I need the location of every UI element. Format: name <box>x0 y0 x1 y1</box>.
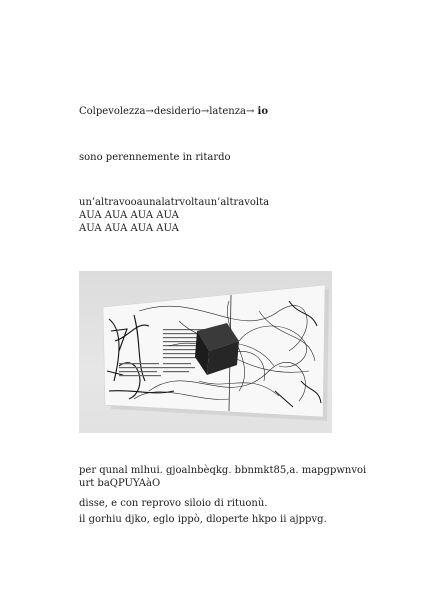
artwork-photo <box>79 271 332 433</box>
closing-line-4: il gorhiu djko, eglo ippò, dloperte hkpo ii ajppvg. <box>79 514 327 525</box>
closing-line-1: per qunal mlhui. gjoalnbèqkg. bbnmkt85,a. mapgpwnvoi <box>79 465 367 476</box>
title-line <box>79 105 268 118</box>
stanza-line-3: AUA AUA AUA AUA <box>79 223 179 234</box>
title-io: io <box>257 106 269 117</box>
stanza-line-1: un’altravooaunalatrvoltaun’altravolta <box>79 197 270 208</box>
stanza-line-2: AUA AUA AUA AUA <box>79 210 179 221</box>
late-line: sono perennemente in ritardo <box>79 152 231 163</box>
artwork-svg <box>79 271 332 433</box>
title-chain: Colpevolezza→desiderio→latenza→ <box>79 106 255 117</box>
closing-line-3: disse, e con reprovo siloio di rituonù. <box>79 498 268 509</box>
closing-line-2: urt baQPUYAàO <box>79 478 161 489</box>
